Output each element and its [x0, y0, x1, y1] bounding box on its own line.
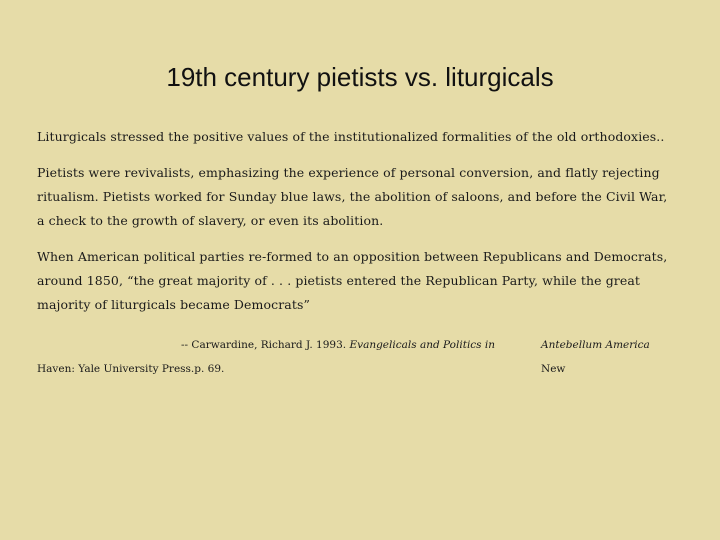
citation-line-2: Haven: Yale University Press.p. 69. [37, 363, 225, 375]
citation-book-title-part2: Antebellum America [541, 339, 650, 351]
citation-author-segment [181, 333, 495, 357]
citation-place-start: New [541, 363, 566, 375]
citation-prefix: -- Carwardine, Richard J. 1993. [181, 339, 350, 351]
citation-book-title-part1: Evangelicals and Politics in [349, 339, 496, 351]
paragraph-pietists: Pietists were revivalists, emphasizing the experience of personal conversion, and flatly rejecting ritualism. Pietists worked for Sunday blue laws, the abolition of saloons, and before the Civil War, a check to the growth of slavery, or even its abolition. [37, 165, 668, 228]
slide-title: 19th century pietists vs. liturgicals [166, 62, 554, 92]
citation [37, 333, 677, 381]
paragraph-liturgicals: Liturgicals stressed the positive values of the institutionalized formalities of the old orthodoxies.. [37, 129, 665, 144]
citation-title-segment [541, 333, 677, 381]
paragraph-parties: When American political parties re-formed to an opposition between Republicans and Democrats, around 1850, “the great majority of . . . pietists entered the Republican Party, while the great majority of liturgicals became Democrats” [37, 249, 668, 312]
